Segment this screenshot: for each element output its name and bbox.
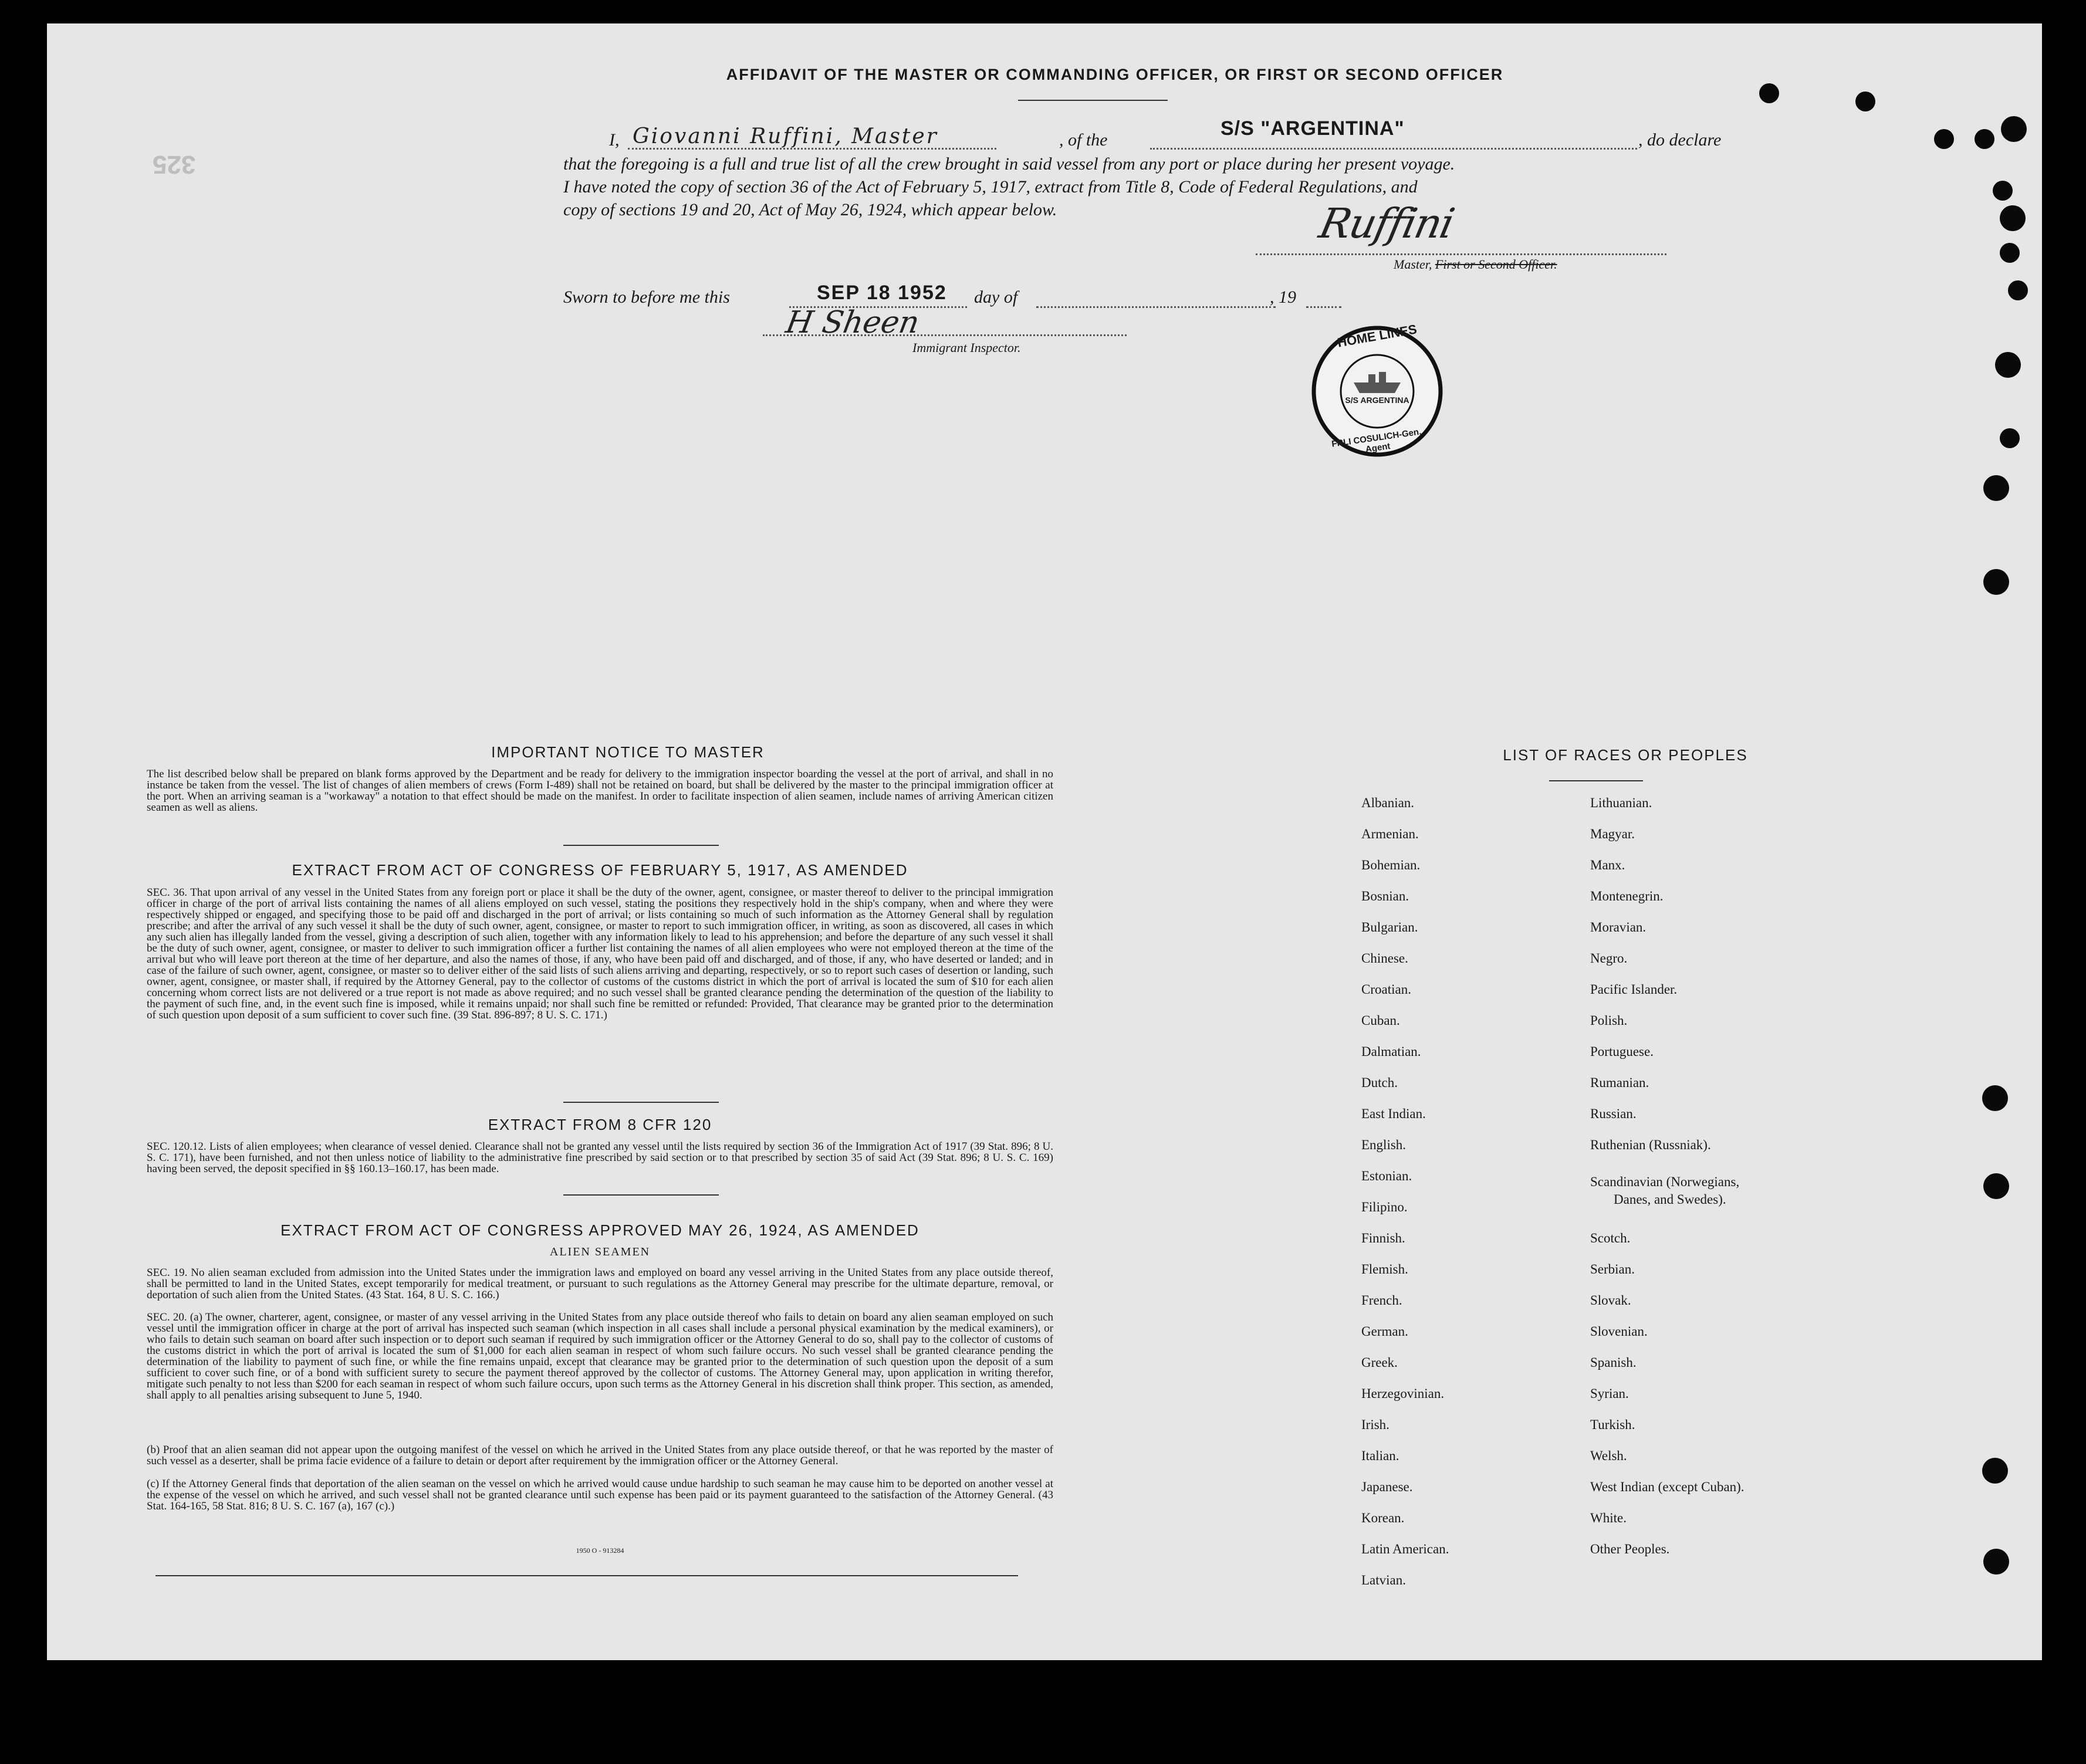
extract-8cfr-text: SEC. 120.12. Lists of alien employees; when clearance of vessel denied. Clearance shall not be granted any vessel until the lists required by section 36 of the Immigration Act of 1917 (39 Stat. 896; 8 U. S. C. 171), have been furnished, and not then unless notice of liability to the administrative fine prescribed by said section or to that prescribed by section 35 of said Act (39 Stat. 896; 8 U. S. C. 169) having been served, the deposit specified in §§ 160.13–160.17, has been made. [147,1140,1053,1175]
punch-hole [1975,129,1994,149]
affidavit-line3: I have noted the copy of section 36 of the Act of February 5, 1917, extract from Title 8, Code of Federal Regulations, and [563,177,1418,197]
punch-hole [1934,129,1954,149]
race-item: Lithuanian. [1590,795,1652,810]
race-item: French. [1361,1293,1402,1308]
punch-hole [1995,352,2021,378]
print-code: 1950 O - 913284 [576,1546,624,1555]
stamp-top-text: HOME LINES [1336,321,1418,350]
punch-hole [1983,1549,2009,1575]
race-item: East Indian. [1361,1106,1426,1121]
affidavit-line1 [563,117,1749,151]
race-item: Bohemian. [1361,858,1421,872]
race-item: Italian. [1361,1448,1399,1463]
master-signature: Ruffini [1315,199,1458,248]
race-item: Polish. [1590,1013,1628,1028]
race-item: Negro. [1590,951,1628,966]
race-item: Korean. [1361,1511,1405,1525]
extract-1924-sec20a: SEC. 20. (a) The owner, charterer, agent, consignee, or master of any vessel arriving in the United States from any place outside thereof who fails to detain on board any alien seaman employed on such vessel until the immigration officer in charge at the port of arrival has inspected such seaman (which inspection in all cases shall include a personal physical examination by the medical examiners), or who fails to detain such seaman on board after such inspection or to deport such seaman if required by such immigration officer or the Attorney General to do so, shall pay to the collector of customs of the customs district in which the port of arrival is located the sum of $1,000 for each alien seaman in respect of whom such failure occurs. No such vessel shall be granted clearance pending the determination of the liability to payment of such fine, or while the fine remains unpaid, except that clearance may be granted prior to the determination of such question upon the deposit of a sum sufficient to cover such fine, or of a bond with sufficient surety to secure the payment thereof approved by the collector of customs. The Attorney General may, upon application in writing therefor, mitigate such penalty to not less than $200 for each seaman in respect of whom such failure occurs, upon such terms as the Attorney General in his discretion shall think proper. This section, as amended, shall apply to all penalties arising subsequent to June 5, 1940. [147,1311,1053,1401]
race-item: Bosnian. [1361,889,1409,903]
caption-master: Master, [1394,257,1432,272]
day-of-text: day of [974,287,1018,307]
races-rule [1549,780,1643,781]
race-item: Manx. [1590,858,1625,872]
race-item: Dutch. [1361,1075,1398,1090]
extract-1917-title: EXTRACT FROM ACT OF CONGRESS OF FEBRUARY 5, 1917, AS AMENDED [292,861,908,879]
race-item: Pacific Islander. [1590,982,1678,997]
stamp-ship-text: S/S ARGENTINA [1345,395,1409,405]
punch-hole [1982,1458,2008,1484]
race-item: Danes, and Swedes). [1614,1192,1726,1207]
race-item: Slovak. [1590,1293,1631,1308]
month-dots [1036,306,1276,308]
punch-hole [1759,83,1779,103]
race-item: Bulgarian. [1361,920,1418,935]
race-item: Finnish. [1361,1231,1405,1245]
race-item: Japanese. [1361,1479,1413,1494]
extract-1924-title: EXTRACT FROM ACT OF CONGRESS APPROVED MAY 26, 1924, AS AMENDED [280,1221,919,1239]
extract-8cfr-rule [563,1194,719,1196]
race-item: Irish. [1361,1417,1389,1432]
extract-1924-subtitle: ALIEN SEAMEN [549,1245,651,1258]
race-item: Serbian. [1590,1262,1635,1277]
extract-1924-sec19: SEC. 19. No alien seaman excluded from admission into the United States under the immigration laws and employed on board any vessel arriving in the United States from any place outside thereof, shall be permitted to land in the United States, except temporarily for medical treatment, or pursuant to such regulations as the Attorney General may prescribe for the ultimate departure, removal, or deportation of such alien from the United States. (43 Stat. 164, 8 U. S. C. 166.) [147,1267,1053,1301]
race-item: Albanian. [1361,795,1415,810]
races-column-1 [1361,795,1449,1604]
race-item: Other Peoples. [1590,1542,1670,1556]
race-item: Slovenian. [1590,1324,1648,1339]
punch-hole [2001,116,2027,142]
company-stamp [1310,321,1445,459]
page-number: 325 [153,150,196,179]
do-declare-text: , do declare [1638,130,1722,150]
extract-1917-text: SEC. 36. That upon arrival of any vessel in the United States from any foreign port or place it shall be the duty of the owner, agent, consignee, or master thereof to deliver to the principal immigration officer in charge of the port of arrival lists containing the names of all aliens employed on such vessel, stating the positions they respectively hold in the ship's company, when and where they were respectively shipped or engaged, and specifying those to be paid off and discharged in the port of arrival; or lists containing so much of such information as the Attorney General shall by regulation prescribe; and after the arrival of any such vessel it shall be the duty of such owner, agent, consignee, or master to report to such immigration officer, in writing, as soon as discovered, all cases in which any such alien has illegally landed from the vessel, giving a description of such alien, together with any information likely to lead to his apprehension; and before the departure of any such vessel it shall be the duty of such owner, agent, consignee, or master to deliver to such immigration officer a further list containing the names of all alien employees who were not employed thereon at the time of the arrival but who will leave port thereon at the time of her departure, and also the names of those, if any, who have been paid off and discharged, and of those, if any, who have deserted or landed; and in case of the failure of such owner, agent, consignee, or master so to deliver either of the said lists of such aliens arriving and departing, respectively, or so to report such cases of desertion or landing, such owner, agent, consignee, or master shall, if required by the Attorney General, pay to the collector of customs of the customs district in which the port of arrival is located the sum of $10 for each alien concerning whom correct lists are not delivered or a true report is not made as above required; and no such vessel shall be granted clearance pending the determination of the question of the liability to the payment of such fine, and, in the event such fine is imposed, while it remains unpaid; nor shall such fine be remitted or refunded: Provided, That clearance may be granted prior to the determination of such question upon deposit of a sum sufficient to cover such fine. (39 Stat. 896-897; 8 U. S. C. 171.) [147,886,1053,1021]
line1-prefix: I, [609,130,620,150]
title-rule [1018,100,1168,101]
vessel-dots [1150,148,1637,150]
inspector-caption: Immigrant Inspector. [912,340,1021,355]
punch-hole [1855,92,1875,111]
punch-hole [1983,475,2009,501]
document-page [47,23,2042,1660]
sworn-prefix: Sworn to before me this [563,287,730,307]
race-item: Flemish. [1361,1262,1408,1277]
race-item: Greek. [1361,1355,1398,1370]
race-item: West Indian (except Cuban). [1590,1479,1744,1494]
race-item: Latvian. [1361,1573,1406,1587]
race-item: Chinese. [1361,951,1408,966]
race-item: Latin American. [1361,1542,1449,1556]
race-item: Rumanian. [1590,1075,1649,1090]
stamp-bottom-text: FRLI COSULICH-Gen. Agent [1331,426,1422,455]
races-title: LIST OF RACES OR PEOPLES [1503,746,1748,764]
affidavit-line4: copy of sections 19 and 20, Act of May 26, 1924, which appear below. [563,200,1057,219]
signature-dots [1256,253,1666,255]
inspector-dots [763,334,1127,336]
sworn-date-stamp: SEP 18 1952 [817,282,947,304]
master-name: Giovanni Ruffini, Master [633,124,938,148]
race-item: Spanish. [1590,1355,1637,1370]
race-item: Scotch. [1590,1231,1631,1245]
affidavit-line2: that the foregoing is a full and true list of all the crew brought in said vessel from any port or place during her present voyage. [563,154,1455,174]
race-item: Magyar. [1590,827,1635,841]
race-item: Cuban. [1361,1013,1400,1028]
race-item: Scandinavian (Norwegians, [1590,1174,1740,1189]
affidavit-title: AFFIDAVIT OF THE MASTER OR COMMANDING OFFICER, OR FIRST OR SECOND OFFICER [726,66,1504,83]
sworn-line [563,270,1426,305]
vessel-stamp: S/S "ARGENTINA" [1221,117,1405,140]
race-item: Welsh. [1590,1448,1627,1463]
race-item: Portuguese. [1590,1044,1654,1059]
race-item: Ruthenian (Russniak). [1590,1137,1711,1152]
inspector-signature: H Sheen [783,305,922,340]
race-item: Dalmatian. [1361,1044,1421,1059]
notice-title: IMPORTANT NOTICE TO MASTER [491,743,765,761]
punch-hole [1993,181,2013,201]
race-item: Filipino. [1361,1200,1408,1214]
punch-hole [2000,205,2026,231]
extract-1924-sec20c: (c) If the Attorney General finds that deportation of the alien seaman on the vessel on which he arrived would cause undue hardship to such seaman he may cause him to be deported on another vessel at the expense of the vessel on which he arrived, and such vessel shall not be granted clearance until such expense has been paid or its payment guaranteed to the satisfaction of the Attorney General. (43 Stat. 164-165, 58 Stat. 816; 8 U. S. C. 167 (a), 167 (c).) [147,1478,1053,1512]
races-column-2 [1590,795,1744,1573]
race-item: Armenian. [1361,827,1419,841]
year-prefix: , 19 [1270,287,1296,307]
extract-1917-rule [563,1102,719,1103]
punch-hole [1983,569,2009,595]
race-item: Syrian. [1590,1386,1629,1401]
bottom-rule [155,1575,1018,1576]
race-item: Estonian. [1361,1169,1412,1183]
race-item: Moravian. [1590,920,1647,935]
race-item: White. [1590,1511,1627,1525]
notice-paragraph: The list described below shall be prepared on blank forms approved by the Department and be ready for delivery to the immigration inspector boarding the vessel at the port of arrival, and shall in no instance be taken from the vessel. The list of changes of alien members of crews (Form I-489) shall not be retained on board, but shall be delivered by the master to the principal immigration officer at the port. When an arriving seaman is a "workaway" a notation to that effect should be made on the manifest. In order to facilitate inspection of alien seamen, include names of arriving American citizen seamen as well as aliens. [147,768,1053,814]
punch-hole [1983,1173,2009,1199]
extract-8cfr-title: EXTRACT FROM 8 CFR 120 [488,1116,712,1133]
notice-rule [563,845,719,846]
punch-hole [2008,280,2028,300]
race-item: German. [1361,1324,1408,1339]
punch-hole [2000,428,2020,448]
race-item: Herzegovinian. [1361,1386,1445,1401]
race-item: Montenegrin. [1590,889,1664,903]
name-dots [628,148,996,150]
punch-hole [2000,243,2020,263]
punch-hole [1982,1085,2008,1111]
race-item: Turkish. [1590,1417,1635,1432]
race-item: English. [1361,1137,1407,1152]
race-item: Croatian. [1361,982,1411,997]
of-the-text: , of the [1059,130,1108,150]
race-item: Russian. [1590,1106,1637,1121]
year-dots [1306,306,1341,308]
caption-struck: First or Second Officer. [1435,257,1557,272]
extract-1924-sec20b: (b) Proof that an alien seaman did not appear upon the outgoing manifest of the vessel on which he arrived in the United States from any place outside thereof, or that he was reported by the master of such vessel as a deserter, shall be prima facie evidence of a failure to detain or deport after requirement by the immigration officer or the Attorney General. [147,1444,1053,1467]
